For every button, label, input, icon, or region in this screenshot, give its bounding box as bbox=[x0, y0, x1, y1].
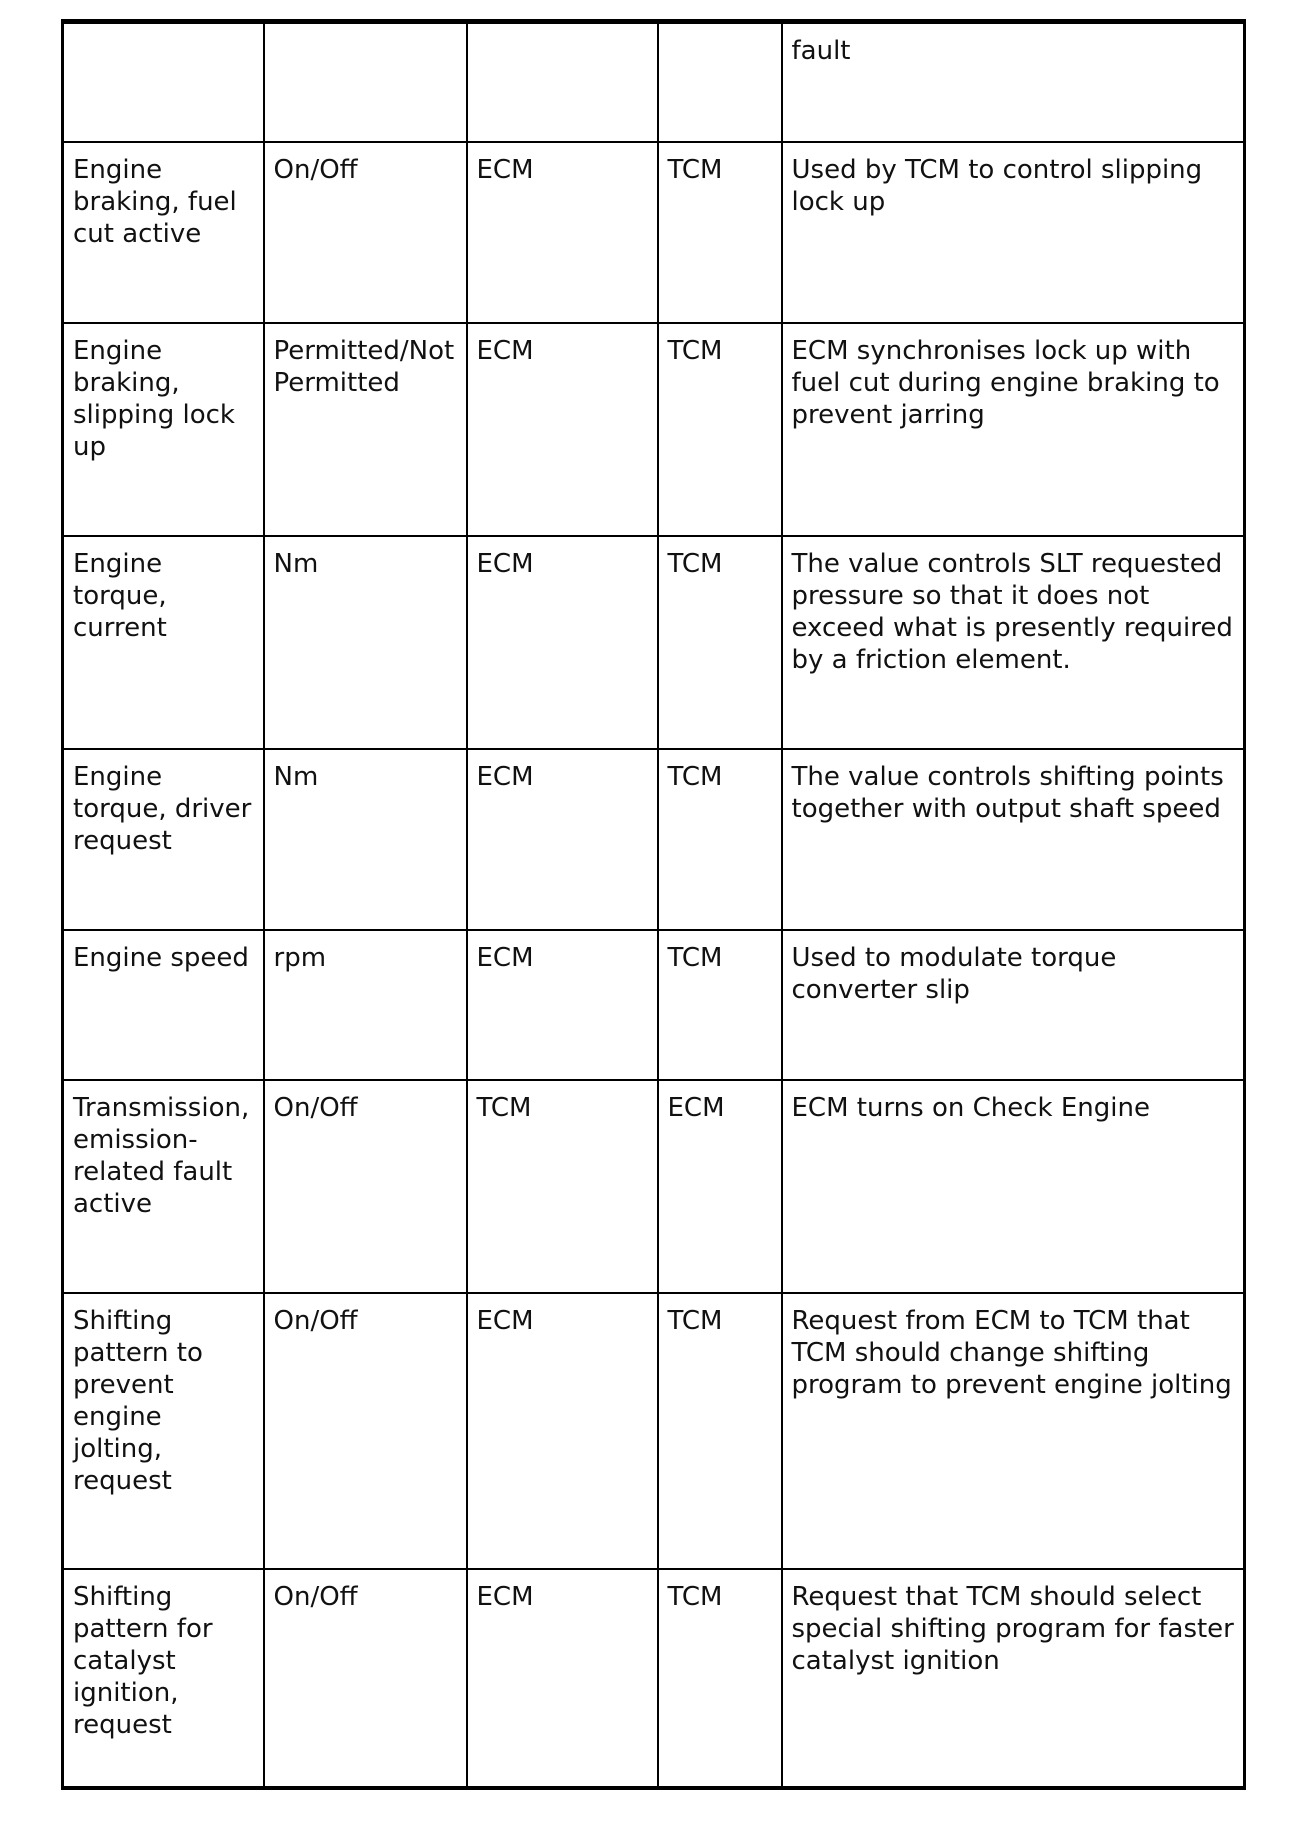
signal-name-cell: Shifting pattern for catalyst ignition, request bbox=[63, 1569, 264, 1788]
table-row bbox=[63, 1293, 1245, 1569]
description-cell: Request that TCM should select special shifting program for faster catalyst ignition bbox=[782, 1569, 1245, 1788]
receiver-cell: TCM bbox=[658, 323, 782, 536]
signal-value-cell: rpm bbox=[264, 930, 467, 1080]
transmitter-cell: ECM bbox=[467, 536, 658, 749]
description-cell: fault bbox=[782, 22, 1245, 142]
transmitter-cell: ECM bbox=[467, 1293, 658, 1569]
signal-value-cell: Permitted/Not Permitted bbox=[264, 323, 467, 536]
description-cell: Request from ECM to TCM that TCM should change shifting program to prevent engine jolting bbox=[782, 1293, 1245, 1569]
signal-name-cell: Shifting pattern to prevent engine jolting, request bbox=[63, 1293, 264, 1569]
signal-name-cell: Engine braking, fuel cut active bbox=[63, 142, 264, 323]
transmitter-cell: ECM bbox=[467, 749, 658, 930]
table-row bbox=[63, 536, 1245, 749]
signal-name-cell: Engine torque, current bbox=[63, 536, 264, 749]
table-row bbox=[63, 930, 1245, 1080]
transmitter-cell: ECM bbox=[467, 930, 658, 1080]
receiver-cell: TCM bbox=[658, 930, 782, 1080]
signal-name-cell bbox=[63, 22, 264, 142]
receiver-cell bbox=[658, 22, 782, 142]
table-row bbox=[63, 1080, 1245, 1293]
receiver-cell: TCM bbox=[658, 749, 782, 930]
signal-name-cell: Engine braking, slipping lock up bbox=[63, 323, 264, 536]
description-cell: Used by TCM to control slipping lock up bbox=[782, 142, 1245, 323]
description-cell: The value controls SLT requested pressure so that it does not exceed what is presently required by a friction element. bbox=[782, 536, 1245, 749]
transmitter-cell: ECM bbox=[467, 142, 658, 323]
receiver-cell: TCM bbox=[658, 1569, 782, 1788]
signal-value-cell bbox=[264, 22, 467, 142]
description-cell: ECM synchronises lock up with fuel cut during engine braking to prevent jarring bbox=[782, 323, 1245, 536]
signal-table bbox=[61, 19, 1246, 1790]
receiver-cell: TCM bbox=[658, 142, 782, 323]
signal-name-cell: Engine torque, driver request bbox=[63, 749, 264, 930]
receiver-cell: ECM bbox=[658, 1080, 782, 1293]
description-cell: The value controls shifting points together with output shaft speed bbox=[782, 749, 1245, 930]
table-row bbox=[63, 749, 1245, 930]
description-cell: Used to modulate torque converter slip bbox=[782, 930, 1245, 1080]
signal-value-cell: Nm bbox=[264, 749, 467, 930]
transmitter-cell: TCM bbox=[467, 1080, 658, 1293]
receiver-cell: TCM bbox=[658, 1293, 782, 1569]
table-row bbox=[63, 142, 1245, 323]
signal-name-cell: Transmission, emission-related fault active bbox=[63, 1080, 264, 1293]
signal-value-cell: Nm bbox=[264, 536, 467, 749]
description-cell: ECM turns on Check Engine bbox=[782, 1080, 1245, 1293]
signal-value-cell: On/Off bbox=[264, 1569, 467, 1788]
transmitter-cell: ECM bbox=[467, 1569, 658, 1788]
transmitter-cell bbox=[467, 22, 658, 142]
signal-value-cell: On/Off bbox=[264, 142, 467, 323]
receiver-cell: TCM bbox=[658, 536, 782, 749]
signal-name-cell: Engine speed bbox=[63, 930, 264, 1080]
transmitter-cell: ECM bbox=[467, 323, 658, 536]
table-row bbox=[63, 22, 1245, 142]
signal-value-cell: On/Off bbox=[264, 1080, 467, 1293]
table-row bbox=[63, 323, 1245, 536]
signal-value-cell: On/Off bbox=[264, 1293, 467, 1569]
table-row bbox=[63, 1569, 1245, 1788]
